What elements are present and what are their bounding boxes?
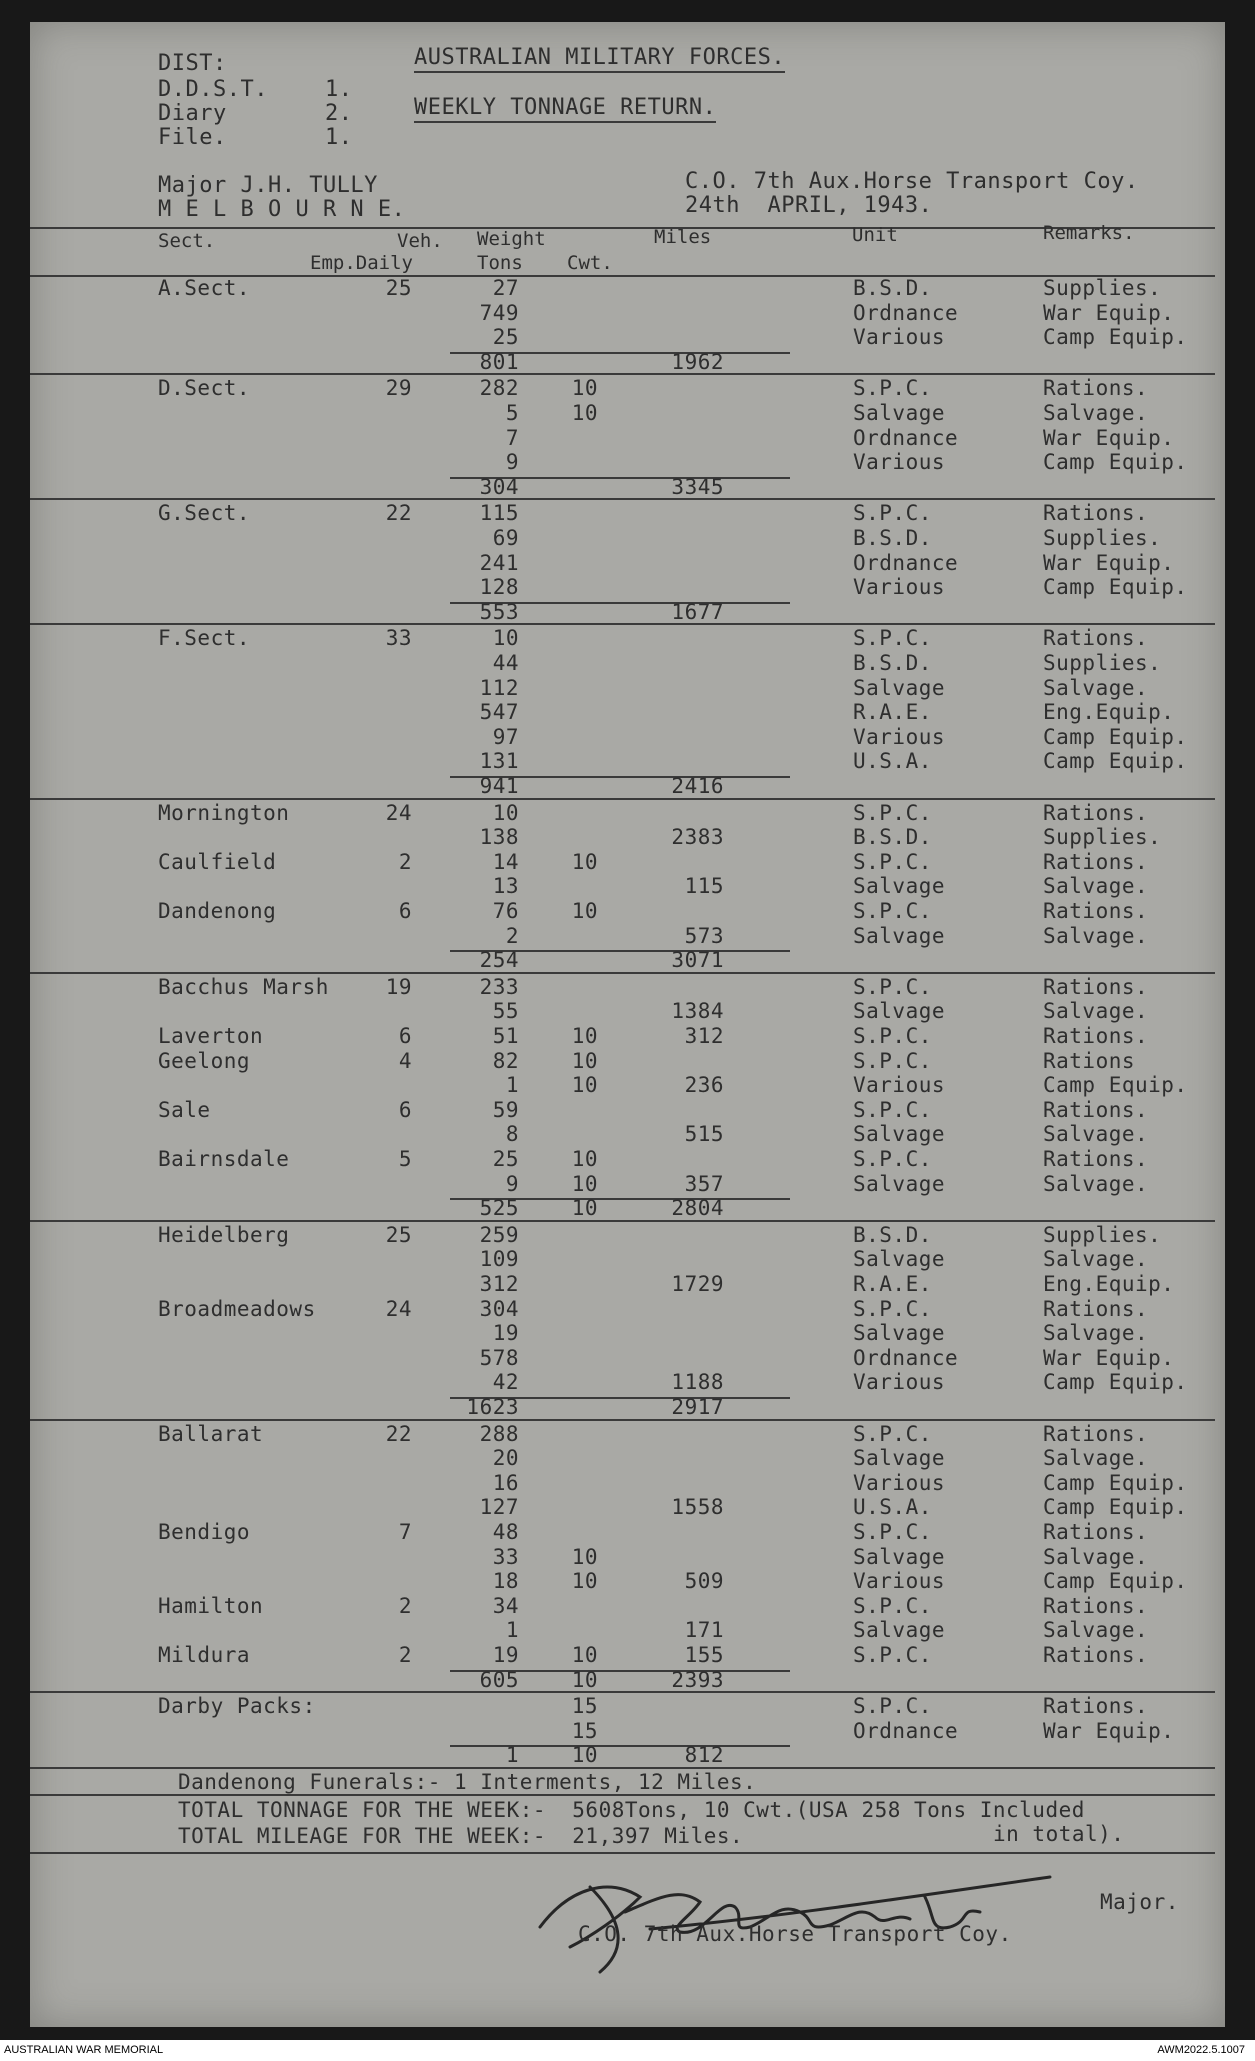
row-unit: R.A.E. <box>853 1272 932 1296</box>
row-tons: 115 <box>479 501 519 526</box>
addressee-name: Major J.H. TULLY <box>158 173 378 198</box>
col-tons: Tons <box>477 252 523 274</box>
row-sect: G.Sect. <box>158 501 251 526</box>
row-veh: 25 <box>385 276 412 300</box>
row-tons: 7 <box>505 425 519 450</box>
row-tons: 59 <box>492 1097 519 1122</box>
row-remarks: War Equip. <box>1043 300 1175 325</box>
row-tons: 109 <box>479 1247 519 1272</box>
row-unit: S.P.C. <box>853 626 932 651</box>
row-unit: S.P.C. <box>853 1296 932 1321</box>
row-remarks: Rations. <box>1043 1520 1149 1544</box>
footer-strip <box>0 2040 1255 2061</box>
row-unit: S.P.C. <box>853 501 932 526</box>
row-tons: 19 <box>492 1643 519 1667</box>
row-cwt: 10 <box>571 1147 598 1171</box>
footer-reference: AWM2022.5.1007 <box>1157 2044 1245 2056</box>
subtotal-miles: 2416 <box>671 774 724 798</box>
row-remarks: Rations. <box>1043 899 1149 923</box>
row-tons: 14 <box>492 849 519 874</box>
row-remarks: Camp Equip. <box>1043 1370 1188 1395</box>
row-unit: S.P.C. <box>853 1520 932 1544</box>
row-tons: 128 <box>479 575 519 600</box>
row-remarks: Salvage. <box>1043 401 1149 425</box>
row-tons: 9 <box>505 450 519 475</box>
row-veh: 4 <box>398 1048 412 1073</box>
row-tons: 10 <box>492 800 519 825</box>
row-remarks: Eng.Equip. <box>1043 1272 1175 1296</box>
row-remarks: Rations. <box>1043 501 1149 526</box>
row-miles: 1188 <box>671 1370 724 1395</box>
row-tons: 16 <box>492 1470 519 1495</box>
row-tons: 127 <box>479 1495 519 1520</box>
row-unit: Ordnance <box>853 425 959 450</box>
row-cwt: 10 <box>571 1048 598 1073</box>
dist-qty: 2. <box>325 101 353 126</box>
row-miles: 236 <box>684 1073 724 1098</box>
dist-label: DIST: <box>158 51 227 76</box>
row-veh: 24 <box>385 1296 412 1321</box>
row-remarks: Supplies. <box>1043 526 1162 550</box>
section-rule <box>30 498 1215 500</box>
dist-name: Diary <box>158 101 227 126</box>
row-unit: S.P.C. <box>853 974 932 999</box>
row-sect: Broadmeadows <box>158 1296 316 1321</box>
row-cwt: 10 <box>571 401 598 425</box>
row-remarks: Salvage. <box>1043 1171 1149 1196</box>
row-unit: U.S.A. <box>853 1495 932 1520</box>
row-remarks: Camp Equip. <box>1043 450 1188 475</box>
row-remarks: Salvage. <box>1043 675 1149 700</box>
row-unit: S.P.C. <box>853 800 932 825</box>
row-remarks: Rations. <box>1043 800 1149 825</box>
funerals-line: Dandenong Funerals:- 1 Interments, 12 Miles. <box>178 1770 757 1794</box>
subtotal-miles: 2917 <box>671 1395 724 1419</box>
row-miles: 1729 <box>671 1272 724 1296</box>
col-unit: Unit <box>852 224 898 246</box>
row-tons: 18 <box>492 1569 519 1594</box>
row-unit: S.P.C. <box>853 899 932 923</box>
row-unit: Salvage <box>853 1321 946 1346</box>
row-tons: 578 <box>479 1345 519 1370</box>
row-remarks: Rations. <box>1043 1593 1149 1618</box>
row-remarks: Camp Equip. <box>1043 1495 1188 1520</box>
signature-title: C.O. 7th Aux.Horse Transport Coy. <box>578 1922 1012 1946</box>
row-miles: 509 <box>684 1569 724 1594</box>
row-veh: 7 <box>398 1520 412 1544</box>
row-veh: 2 <box>398 1643 412 1667</box>
row-remarks: Rations <box>1043 1048 1136 1073</box>
row-miles: 312 <box>684 1024 724 1048</box>
col-weight: Weight <box>477 228 546 250</box>
dist-qty: 1. <box>325 77 353 102</box>
row-tons: 131 <box>479 749 519 774</box>
row-tons: 34 <box>492 1593 519 1618</box>
row-sect: Laverton <box>158 1024 264 1048</box>
row-remarks: Supplies. <box>1043 276 1162 300</box>
row-sect: Geelong <box>158 1048 251 1073</box>
row-tons: 241 <box>479 550 519 575</box>
row-sect: Mildura <box>158 1643 251 1667</box>
row-remarks: Camp Equip. <box>1043 724 1188 749</box>
row-tons: 749 <box>479 300 519 325</box>
row-tons: 76 <box>492 899 519 923</box>
row-sect: Caulfield <box>158 849 277 874</box>
row-tons: 20 <box>492 1446 519 1471</box>
row-remarks: Rations. <box>1043 1024 1149 1048</box>
row-unit: Various <box>853 1370 946 1395</box>
row-remarks: Camp Equip. <box>1043 1569 1188 1594</box>
section-rule <box>30 1419 1215 1421</box>
row-tons: 282 <box>479 376 519 401</box>
row-unit: B.S.D. <box>853 1222 932 1247</box>
row-tons: 27 <box>492 276 519 300</box>
row-tons: 288 <box>479 1421 519 1446</box>
subtotal-miles: 3345 <box>671 474 724 499</box>
row-tons: 44 <box>492 651 519 675</box>
dist-qty: 1. <box>325 125 353 150</box>
row-remarks: Supplies. <box>1043 651 1162 675</box>
row-remarks: Rations. <box>1043 1643 1149 1667</box>
row-unit: Ordnance <box>853 300 959 325</box>
row-veh: 24 <box>385 800 412 825</box>
row-tons: 2 <box>505 923 519 948</box>
row-sect: Bacchus Marsh <box>158 974 329 999</box>
subtotal-miles: 3071 <box>671 948 724 973</box>
row-tons: 304 <box>479 1296 519 1321</box>
row-sect: Hamilton <box>158 1593 264 1618</box>
row-sect: Sale <box>158 1097 211 1122</box>
row-remarks: Camp Equip. <box>1043 749 1188 774</box>
row-unit: Ordnance <box>853 1718 959 1743</box>
row-cwt: 10 <box>571 1569 598 1594</box>
row-veh: 6 <box>398 1097 412 1122</box>
summary-top-rule <box>30 1767 1215 1769</box>
row-miles: 1384 <box>671 999 724 1024</box>
row-remarks: Supplies. <box>1043 825 1162 850</box>
row-tons: 19 <box>492 1321 519 1346</box>
row-veh: 29 <box>385 376 412 401</box>
row-sect: Dandenong <box>158 899 277 923</box>
row-unit: Various <box>853 724 946 749</box>
row-remarks: Rations. <box>1043 1694 1149 1719</box>
row-veh: 6 <box>398 899 412 923</box>
row-veh: 5 <box>398 1147 412 1171</box>
row-remarks: Salvage. <box>1043 1247 1149 1272</box>
row-tons: 25 <box>492 325 519 350</box>
row-remarks: Rations. <box>1043 626 1149 651</box>
org-heading: AUSTRALIAN MILITARY FORCES. <box>414 46 785 73</box>
row-remarks: Rations. <box>1043 1421 1149 1446</box>
row-unit: S.P.C. <box>853 1593 932 1618</box>
subtotal-cwt: 10 <box>571 1743 598 1768</box>
row-remarks: War Equip. <box>1043 425 1175 450</box>
row-remarks: Rations. <box>1043 1147 1149 1171</box>
document-date: 24th APRIL, 1943. <box>685 193 933 218</box>
row-remarks: Salvage. <box>1043 1544 1149 1569</box>
row-remarks: Eng.Equip. <box>1043 700 1175 725</box>
row-cwt: 10 <box>571 1073 598 1098</box>
row-unit: Various <box>853 1073 946 1098</box>
row-tons: 138 <box>479 825 519 850</box>
subtotal-tons: 553 <box>479 599 519 624</box>
section-rule <box>30 1691 1215 1693</box>
row-unit: Various <box>853 1470 946 1495</box>
row-unit: B.S.D. <box>853 825 932 850</box>
row-tons: 82 <box>492 1048 519 1073</box>
row-tons: 55 <box>492 999 519 1024</box>
row-unit: S.P.C. <box>853 1147 932 1171</box>
row-unit: Salvage <box>853 1122 946 1147</box>
row-unit: U.S.A. <box>853 749 932 774</box>
row-unit: Salvage <box>853 999 946 1024</box>
subtotal-miles: 812 <box>684 1743 724 1768</box>
row-remarks: Camp Equip. <box>1043 325 1188 350</box>
row-tons: 233 <box>479 974 519 999</box>
row-tons: 1 <box>505 1073 519 1098</box>
section-rule <box>30 972 1215 974</box>
row-remarks: War Equip. <box>1043 1718 1175 1743</box>
row-unit: Various <box>853 325 946 350</box>
sender: C.O. 7th Aux.Horse Transport Coy. <box>685 169 1139 194</box>
row-sect: Bairnsdale <box>158 1147 290 1171</box>
section-rule <box>30 373 1215 375</box>
signature-rank: Major. <box>1100 1890 1179 1914</box>
total-mileage: TOTAL MILEAGE FOR THE WEEK:- 21,397 Miles. <box>178 1824 744 1848</box>
row-remarks: Salvage. <box>1043 1321 1149 1346</box>
handwritten-signature <box>530 1857 1090 1977</box>
row-remarks: Camp Equip. <box>1043 575 1188 600</box>
row-unit: S.P.C. <box>853 1694 932 1719</box>
row-unit: S.P.C. <box>853 1097 932 1122</box>
row-tons: 547 <box>479 700 519 725</box>
row-tons: 42 <box>492 1370 519 1395</box>
row-unit: S.P.C. <box>853 1643 932 1667</box>
row-tons: 5 <box>505 401 519 425</box>
row-miles: 1558 <box>671 1495 724 1520</box>
row-tons: 1 <box>505 1618 519 1643</box>
row-miles: 515 <box>684 1122 724 1147</box>
subtotal-tons: 304 <box>479 474 519 499</box>
row-sect: Darby Packs: <box>158 1694 316 1719</box>
row-veh: 22 <box>385 501 412 526</box>
row-remarks: War Equip. <box>1043 1345 1175 1370</box>
summary-mid-rule <box>30 1794 1215 1796</box>
row-remarks: Camp Equip. <box>1043 1073 1188 1098</box>
row-sect: D.Sect. <box>158 376 251 401</box>
col-veh: Veh. <box>397 230 443 252</box>
row-veh: 2 <box>398 849 412 874</box>
row-cwt: 10 <box>571 376 598 401</box>
row-unit: Various <box>853 1569 946 1594</box>
row-tons: 8 <box>505 1122 519 1147</box>
subtotal-tons: 941 <box>479 774 519 798</box>
subtotal-cwt: 10 <box>571 1196 598 1221</box>
row-miles: 171 <box>684 1618 724 1643</box>
row-miles: 573 <box>684 923 724 948</box>
row-tons: 51 <box>492 1024 519 1048</box>
row-sect: Bendigo <box>158 1520 251 1544</box>
row-sect: F.Sect. <box>158 626 251 651</box>
subtotal-miles: 1962 <box>671 349 724 374</box>
document-title: WEEKLY TONNAGE RETURN. <box>414 96 716 123</box>
subtotal-tons: 1623 <box>466 1395 519 1419</box>
row-unit: Various <box>853 575 946 600</box>
subtotal-tons: 525 <box>479 1196 519 1221</box>
row-remarks: Rations. <box>1043 1097 1149 1122</box>
row-remarks: Salvage. <box>1043 1122 1149 1147</box>
section-rule <box>30 1220 1215 1222</box>
row-unit: Salvage <box>853 1171 946 1196</box>
row-veh: 6 <box>398 1024 412 1048</box>
row-tons: 259 <box>479 1222 519 1247</box>
row-miles: 155 <box>684 1643 724 1667</box>
document-page <box>30 22 1225 2027</box>
row-unit: Salvage <box>853 1544 946 1569</box>
row-tons: 9 <box>505 1171 519 1196</box>
row-remarks: Salvage. <box>1043 1618 1149 1643</box>
dist-name: D.D.S.T. <box>158 77 268 102</box>
row-remarks: Rations. <box>1043 376 1149 401</box>
subtotal-tons: 801 <box>479 349 519 374</box>
row-remarks: Camp Equip. <box>1043 1470 1188 1495</box>
row-tons: 10 <box>492 626 519 651</box>
row-sect: Heidelberg <box>158 1222 290 1247</box>
row-veh: 22 <box>385 1421 412 1446</box>
addressee-place: M E L B O U R N E. <box>158 197 406 222</box>
row-remarks: War Equip. <box>1043 550 1175 575</box>
row-sect: Ballarat <box>158 1421 264 1446</box>
row-remarks: Rations. <box>1043 849 1149 874</box>
row-unit: Salvage <box>853 923 946 948</box>
row-remarks: Salvage. <box>1043 999 1149 1024</box>
row-unit: Ordnance <box>853 1345 959 1370</box>
row-tons: 112 <box>479 675 519 700</box>
row-unit: Ordnance <box>853 550 959 575</box>
section-rule <box>30 798 1215 800</box>
col-remarks: Remarks. <box>1043 222 1135 244</box>
row-tons: 312 <box>479 1272 519 1296</box>
row-remarks: Salvage. <box>1043 1446 1149 1471</box>
total-tonnage-cont: in total). <box>993 1822 1125 1846</box>
row-unit: Various <box>853 450 946 475</box>
row-unit: B.S.D. <box>853 651 932 675</box>
subtotal-tons: 1 <box>505 1743 519 1768</box>
row-unit: Salvage <box>853 675 946 700</box>
row-sect: A.Sect. <box>158 276 251 300</box>
row-unit: S.P.C. <box>853 1048 932 1073</box>
row-unit: Salvage <box>853 1247 946 1272</box>
row-veh: 19 <box>385 974 412 999</box>
row-cwt: 10 <box>571 1171 598 1196</box>
subtotal-tons: 254 <box>479 948 519 973</box>
col-emp-daily: Emp.Daily <box>310 252 413 274</box>
row-tons: 13 <box>492 874 519 899</box>
row-cwt: 15 <box>571 1718 598 1743</box>
subtotal-miles: 2804 <box>671 1196 724 1221</box>
row-miles: 115 <box>684 874 724 899</box>
row-unit: R.A.E. <box>853 700 932 725</box>
col-sect: Sect. <box>158 230 216 252</box>
header-top-rule <box>30 227 1215 229</box>
row-unit: S.P.C. <box>853 376 932 401</box>
row-remarks: Rations. <box>1043 974 1149 999</box>
row-tons: 33 <box>492 1544 519 1569</box>
row-cwt: 10 <box>571 849 598 874</box>
row-cwt: 10 <box>571 1544 598 1569</box>
row-cwt: 10 <box>571 899 598 923</box>
row-unit: Salvage <box>853 401 946 425</box>
row-unit: S.P.C. <box>853 1024 932 1048</box>
summary-bottom-rule <box>30 1852 1215 1854</box>
row-remarks: Supplies. <box>1043 1222 1162 1247</box>
row-tons: 97 <box>492 724 519 749</box>
row-remarks: Salvage. <box>1043 874 1149 899</box>
col-miles: Miles <box>654 226 712 248</box>
dist-name: File. <box>158 125 227 150</box>
row-veh: 33 <box>385 626 412 651</box>
row-tons: 69 <box>492 526 519 550</box>
row-unit: Salvage <box>853 874 946 899</box>
section-rule <box>30 623 1215 625</box>
row-unit: Salvage <box>853 1618 946 1643</box>
row-tons: 25 <box>492 1147 519 1171</box>
row-veh: 25 <box>385 1222 412 1247</box>
row-cwt: 10 <box>571 1024 598 1048</box>
row-unit: S.P.C. <box>853 849 932 874</box>
footer-institution: AUSTRALIAN WAR MEMORIAL <box>4 2044 164 2056</box>
col-cwt: Cwt. <box>567 252 613 274</box>
row-tons: 48 <box>492 1520 519 1544</box>
row-unit: B.S.D. <box>853 526 932 550</box>
row-remarks: Salvage. <box>1043 923 1149 948</box>
row-remarks: Rations. <box>1043 1296 1149 1321</box>
subtotal-miles: 1677 <box>671 599 724 624</box>
row-cwt: 15 <box>571 1694 598 1719</box>
row-unit: Salvage <box>853 1446 946 1471</box>
row-miles: 2383 <box>671 825 724 850</box>
row-sect: Mornington <box>158 800 290 825</box>
row-miles: 357 <box>684 1171 724 1196</box>
row-veh: 2 <box>398 1593 412 1618</box>
subtotal-cwt: 10 <box>571 1667 598 1692</box>
row-unit: B.S.D. <box>853 276 932 300</box>
row-cwt: 10 <box>571 1643 598 1667</box>
subtotal-miles: 2393 <box>671 1667 724 1692</box>
total-tonnage: TOTAL TONNAGE FOR THE WEEK:- 5608Tons, 10 Cwt.(USA 258 Tons Included <box>178 1798 1085 1822</box>
subtotal-tons: 605 <box>479 1667 519 1692</box>
row-unit: S.P.C. <box>853 1421 932 1446</box>
